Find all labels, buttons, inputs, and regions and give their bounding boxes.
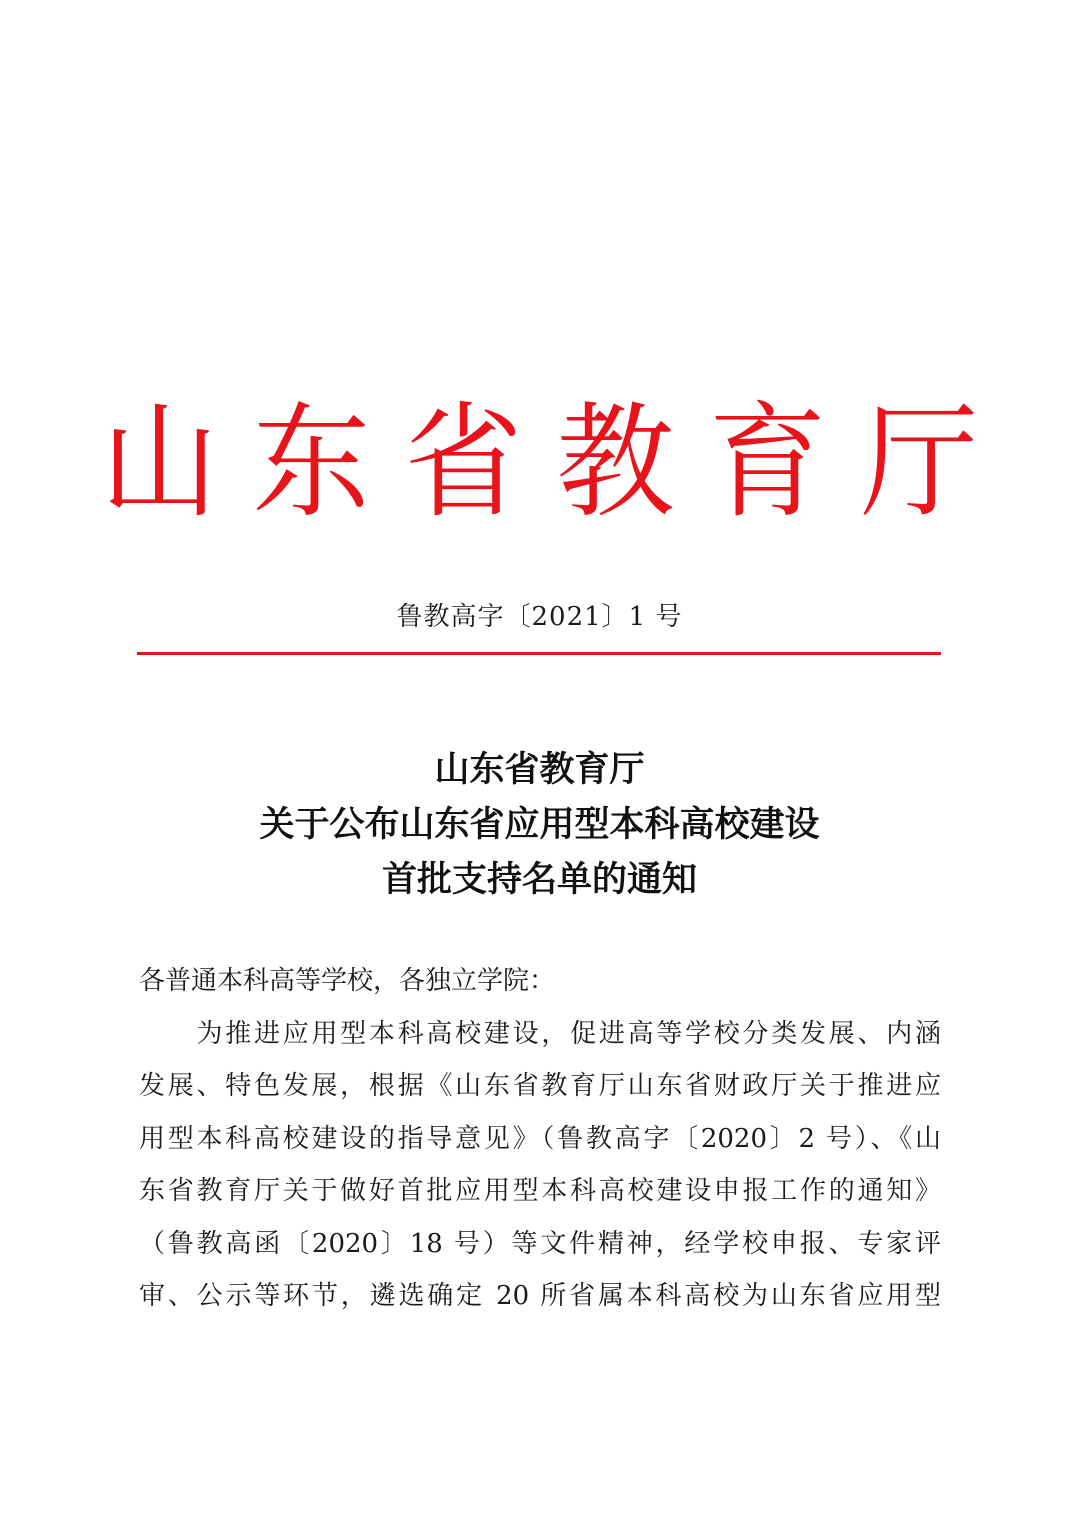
body-line: 发展、特色发展，根据《山东省教育厅山东省财政厅关于推进应 bbox=[139, 1071, 941, 1101]
salutation: 各普通本科高等学校，各独立学院： bbox=[139, 966, 556, 996]
notice-body bbox=[139, 955, 941, 1323]
body-line: 审、公示等环节，遴选确定 20 所省属本科高校为山东省应用型 bbox=[139, 1281, 941, 1311]
title-line-2: 关于公布山东省应用型本科高校建设 bbox=[259, 804, 820, 845]
red-divider-line bbox=[137, 652, 941, 655]
body-line: 东省教育厅关于做好首批应用型本科高校建设申报工作的通知》 bbox=[139, 1176, 941, 1206]
body-line: （鲁教高函〔2020〕18 号）等文件精神，经学校申报、专家评 bbox=[139, 1228, 941, 1259]
document-number: 鲁教高字〔2021〕1 号 bbox=[396, 602, 683, 632]
title-line-1: 山东省教育厅 bbox=[434, 749, 645, 790]
notice-title bbox=[0, 742, 1079, 907]
title-line-3: 首批支持名单的通知 bbox=[381, 859, 697, 900]
masthead-title: 山东省教育厅 bbox=[100, 389, 1013, 535]
body-line: 为推进应用型本科高校建设，促进高等学校分类发展、内涵 bbox=[139, 1018, 941, 1049]
body-line: 用型本科高校建设的指导意见》（鲁教高字〔2020〕2 号）、《山 bbox=[139, 1123, 941, 1154]
